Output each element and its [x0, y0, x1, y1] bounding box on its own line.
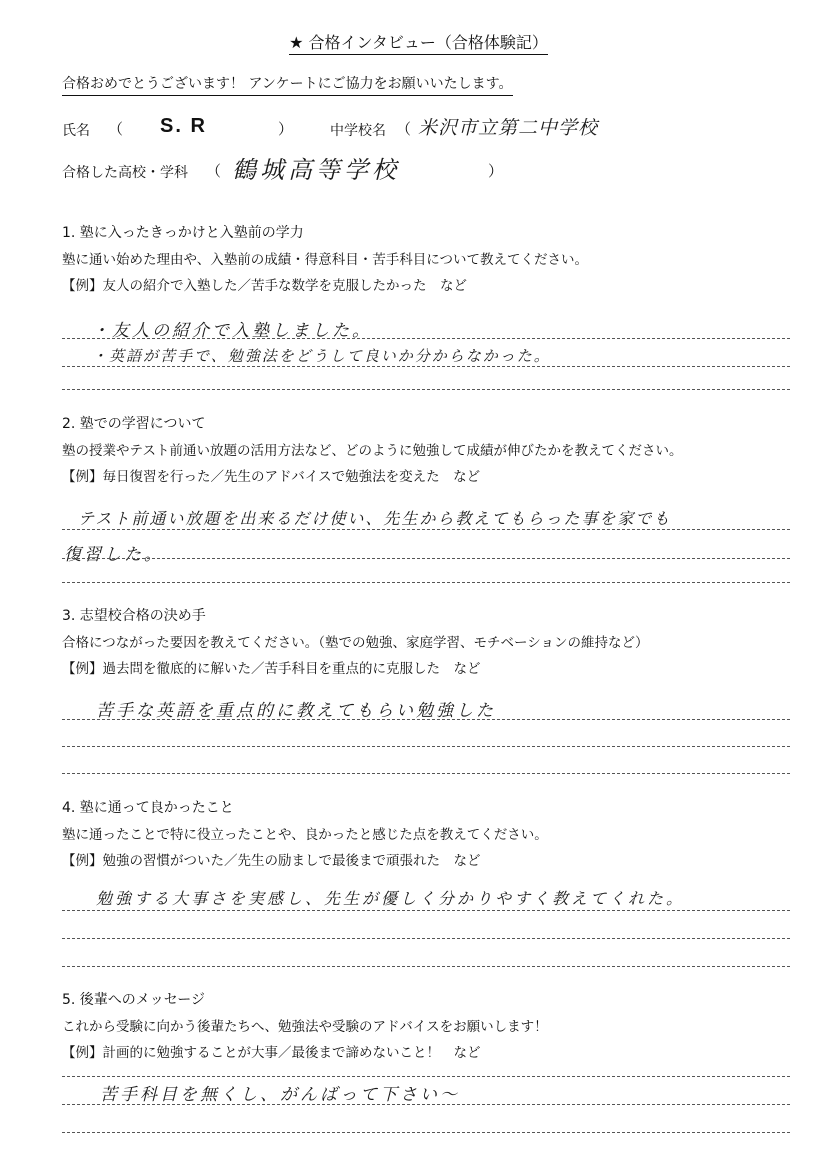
- question-1-answer-line-2: ・英語が苦手で、勉強法をどうして良いか分からなかった。: [92, 347, 551, 365]
- question-3-description: 合格につながった要因を教えてください。（塾での勉強、家庭学習、モチベーションの維持など）: [62, 635, 649, 651]
- question-4-answer-line-1: 勉強する大事さを実感し、先生が優しく分かりやすく教えてくれた。: [96, 889, 686, 908]
- answer-line: [62, 1132, 790, 1133]
- name-open-paren: （: [108, 120, 124, 138]
- question-2-example: 【例】毎日復習を行った／先生のアドバイスで勉強法を変えた など: [62, 469, 481, 485]
- answer-line: [62, 338, 790, 339]
- school-open-paren: （: [396, 120, 412, 138]
- intro-text: 合格おめでとうございます！ アンケートにご協力をお願いいたします。: [62, 73, 513, 96]
- question-4-heading: 4. 塾に通って良かったこと: [62, 800, 234, 816]
- answer-line: [62, 719, 790, 720]
- question-5-example: 【例】計画的に勉強することが大事／最後まで諦めないこと！ など: [62, 1045, 481, 1061]
- question-1-example: 【例】友人の紹介で入塾した／苦手な数学を克服したかった など: [62, 278, 467, 294]
- question-1-heading: 1. 塾に入ったきっかけと入塾前の学力: [62, 225, 304, 241]
- question-2-answer-line-1: テスト前通い放題を出来るだけ使い、先生から教えてもらった事を家でも: [78, 509, 672, 528]
- name-close-paren: ）: [278, 120, 294, 138]
- high-school-label: 合格した高校・学科: [62, 165, 188, 181]
- question-4-example: 【例】勉強の習慣がついた／先生の励ましで最後まで頑張れた など: [62, 853, 481, 869]
- question-4-description: 塾に通ったことで特に役立ったことや、良かったと感じた点を教えてください。: [62, 827, 548, 843]
- answer-line: [62, 773, 790, 774]
- name-value: S. R: [160, 115, 207, 137]
- answer-line: [62, 910, 790, 911]
- high-open-paren: （: [206, 162, 222, 180]
- question-1-answer-line-1: ・友人の紹介で入塾しました。: [92, 321, 372, 341]
- answer-line: [62, 529, 790, 530]
- question-3-example: 【例】過去問を徹底的に解いた／苦手科目を重点的に克服した など: [62, 661, 481, 677]
- question-5-answer-line-1: 苦手科目を無くし、がんばって下さい〜: [100, 1085, 460, 1105]
- high-close-paren: ）: [488, 162, 504, 180]
- answer-line: [62, 966, 790, 967]
- answer-line: [62, 558, 790, 559]
- question-2-description: 塾の授業やテスト前通い放題の活用方法など、どのように勉強して成績が伸びたかを教えてください。: [62, 443, 683, 459]
- question-5-heading: 5. 後輩へのメッセージ: [62, 992, 205, 1008]
- answer-line: [62, 1104, 790, 1105]
- answer-line: [62, 938, 790, 939]
- question-5-description: これから受験に向かう後輩たちへ、勉強法や受験のアドバイスをお願いします！: [62, 1019, 548, 1035]
- school-label: 中学校名: [330, 123, 386, 139]
- question-2-answer-line-2: 復習した。: [64, 545, 164, 565]
- answer-line: [62, 1076, 790, 1077]
- answer-line: [62, 582, 790, 583]
- question-1-description: 塾に通い始めた理由や、入塾前の成績・得意科目・苦手科目について教えてください。: [62, 252, 588, 268]
- question-3-heading: 3. 志望校合格の決め手: [62, 608, 206, 624]
- question-3-answer-line-1: 苦手な英語を重点的に教えてもらい勉強した: [96, 701, 496, 721]
- question-2-heading: 2. 塾での学習について: [62, 416, 206, 432]
- answer-line: [62, 366, 790, 367]
- name-label: 氏名: [62, 123, 90, 139]
- high-school-value: 鶴城高等学校: [232, 156, 400, 184]
- school-value: 米沢市立第二中学校: [418, 117, 599, 139]
- form-title: ★ 合格インタビュー（合格体験記）: [0, 30, 837, 53]
- answer-line: [62, 746, 790, 747]
- answer-line: [62, 389, 790, 390]
